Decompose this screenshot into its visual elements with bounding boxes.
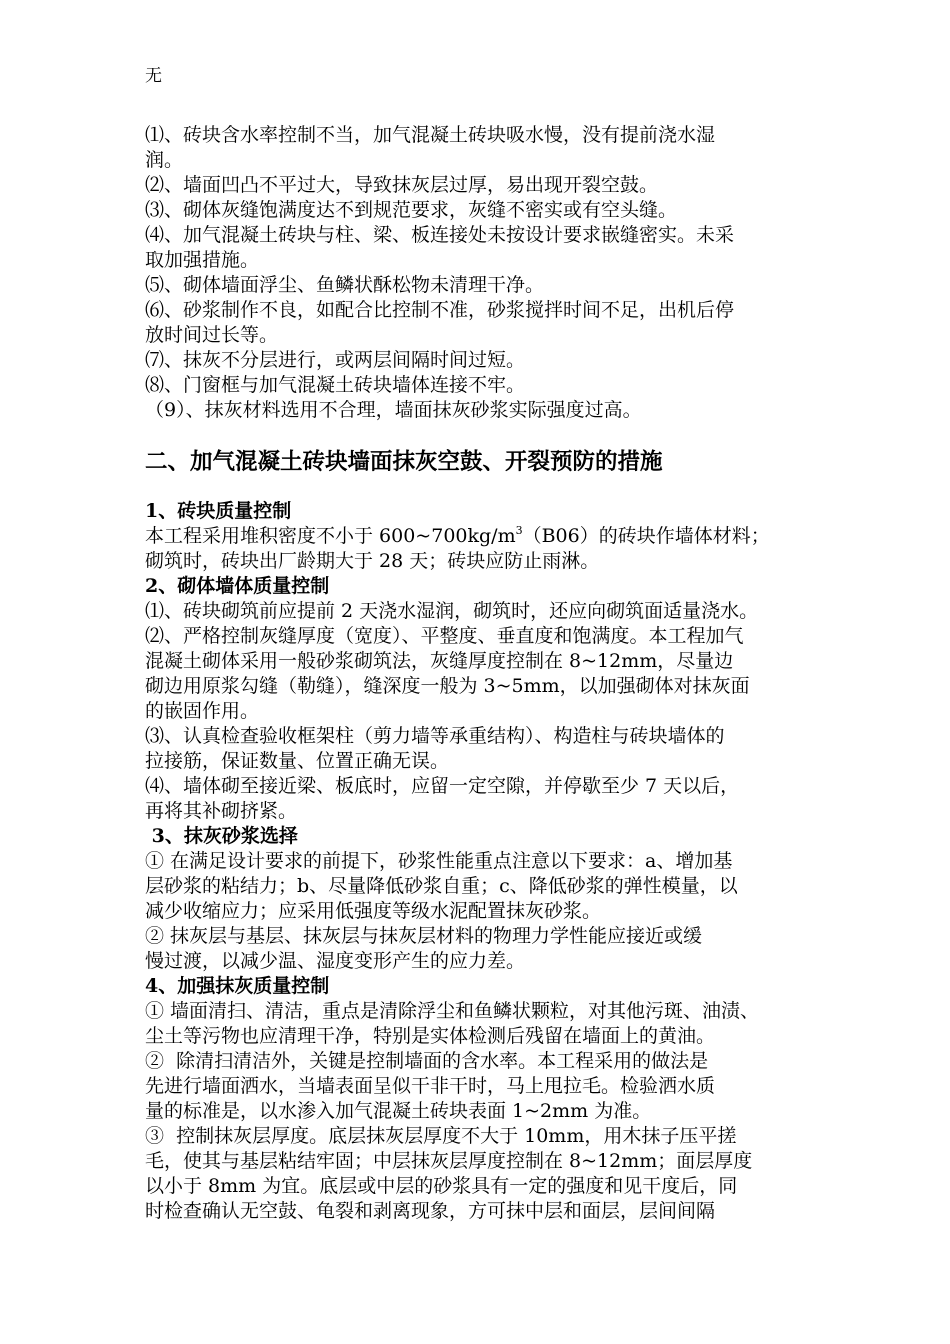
text-line: 毛，使其与基层粘结牢固；中层抹灰层厚度控制在 8~12mm；面层厚度: [145, 1150, 753, 1172]
text-line: ① 墙面清扫、清洁，重点是清除浮尘和鱼鳞状颗粒，对其他污斑、油渍、: [145, 1000, 760, 1022]
superscript: 3: [515, 524, 523, 537]
list-item: [145, 1049, 817, 1124]
text-line: 以小于 8mm 为宜。底层或中层的砂浆具有一定的强度和见干度后，同: [145, 1175, 738, 1197]
text-line: 拉接筋，保证数量、位置正确无误。: [145, 750, 450, 772]
text-line: 减少收缩应力；应采用低强度等级水泥配置抹灰砂浆。: [145, 900, 602, 922]
text-line: ⑵、墙面凹凸不平过大，导致抹灰层过厚，易出现开裂空鼓。: [145, 174, 659, 196]
subsection-heading: 4、加强抹灰质量控制: [145, 975, 330, 997]
cause-item: [145, 298, 817, 348]
text-line: ⑷、墙体砌至接近梁、板底时，应留一定空隙，并停歇至少 7 天以后，: [145, 775, 740, 797]
list-item: [145, 774, 817, 824]
text-line: ⑴、砖块含水率控制不当，加气混凝土砖块吸水慢，没有提前浇水湿: [145, 124, 716, 146]
cause-item: [145, 373, 817, 398]
subsection-heading: 3、抹灰砂浆选择: [145, 825, 298, 847]
cause-item: [145, 398, 817, 423]
document-body: [145, 123, 817, 1224]
text-line: ⑸、砌体墙面浮尘、鱼鳞状酥松物未清理干净。: [145, 274, 545, 296]
text-line: 润。: [145, 149, 184, 171]
text-fragment: （B06）的砖块作墙体材料；: [522, 525, 770, 547]
cause-item: [145, 348, 817, 373]
causes-list: [145, 123, 817, 423]
subsection-heading: 1、砖块质量控制: [145, 500, 292, 522]
text-line: ⑴、砖块砌筑前应提前 2 天浇水湿润，砌筑时，还应向砌筑面适量浇水。: [145, 600, 759, 622]
list-item: [145, 624, 817, 724]
cause-item: [145, 173, 817, 198]
text-line: ② 抹灰层与基层、抹灰层与抹灰层材料的物理力学性能应接近或缓: [145, 925, 703, 947]
text-line: 放时间过长等。: [145, 324, 279, 346]
text-line: 的嵌固作用。: [145, 700, 260, 722]
paragraph: [145, 524, 817, 574]
text-line: ③ 控制抹灰层厚度。底层抹灰层厚度不大于 10mm，用木抹子压平搓: [145, 1125, 737, 1147]
list-item: [145, 724, 817, 774]
text-line: 取加强措施。: [145, 249, 260, 271]
text-line: （9）、抹灰材料选用不合理，墙面抹灰砂浆实际强度过高。: [145, 399, 642, 421]
text-line: 层砂浆的粘结力；b、尽量降低砂浆自重；c、降低砂浆的弹性模量，以: [145, 875, 738, 897]
text-line: 砌筑时，砖块出厂龄期大于 28 天；砖块应防止雨淋。: [145, 550, 600, 572]
text-fragment: 本工程采用堆积密度不小于 600~700kg/m: [145, 525, 516, 547]
cause-item: [145, 223, 817, 273]
list-item: [145, 599, 817, 624]
text-line: ⑶、砌体灰缝饱满度达不到规范要求，灰缝不密实或有空头缝。: [145, 199, 678, 221]
text-line: 尘土等污物也应清理干净，特别是实体检测后残留在墙面上的黄油。: [145, 1025, 716, 1047]
text-line: [145, 524, 817, 549]
text-line: 慢过渡，以减少温、湿度变形产生的应力差。: [145, 950, 526, 972]
list-item: [145, 1124, 817, 1224]
text-line: 砌边用原浆勾缝（勒缝），缝深度一般为 3~5mm，以加强砌体对抹灰面: [145, 675, 750, 697]
cause-item: [145, 123, 817, 173]
cause-item: [145, 198, 817, 223]
list-item: [145, 849, 817, 924]
text-line: 时检查确认无空鼓、龟裂和剥离现象，方可抹中层和面层，层间间隔: [145, 1200, 716, 1222]
section-heading: 二、加气混凝土砖块墙面抹灰空鼓、开裂预防的措施: [145, 449, 663, 475]
cause-item: [145, 273, 817, 298]
text-line: ⑷、加气混凝土砖块与柱、梁、板连接处未按设计要求嵌缝密实。未采: [145, 224, 735, 246]
page-header: 无: [145, 66, 162, 86]
text-line: 量的标准是，以水渗入加气混凝土砖块表面 1~2mm 为准。: [145, 1100, 652, 1122]
text-line: ⑹、砂浆制作不良，如配合比控制不准，砂浆搅拌时间不足，出机后停: [145, 299, 735, 321]
text-line: ② 除清扫清洁外，关键是控制墙面的含水率。本工程采用的做法是: [145, 1050, 709, 1072]
text-line: ⑶、认真检查验收框架柱（剪力墙等承重结构）、构造柱与砖块墙体的: [145, 725, 725, 747]
text-line: 先进行墙面洒水，当墙表面呈似干非干时，马上甩拉毛。检验洒水质: [145, 1075, 716, 1097]
text-line: 混凝土砌体采用一般砂浆砌筑法，灰缝厚度控制在 8~12mm，尽量边: [145, 650, 734, 672]
list-item: [145, 924, 817, 974]
text-line: ⑺、抹灰不分层进行，或两层间隔时间过短。: [145, 349, 526, 371]
text-line: ⑵、严格控制灰缝厚度（宽度）、平整度、垂直度和饱满度。本工程加气: [145, 625, 744, 647]
text-line: 再将其补砌挤紧。: [145, 800, 298, 822]
text-line: ① 在满足设计要求的前提下，砂浆性能重点注意以下要求：a、增加基: [145, 850, 733, 872]
text-line: ⑻、门窗框与加气混凝土砖块墙体连接不牢。: [145, 374, 526, 396]
list-item: [145, 999, 817, 1049]
subsection-heading: 2、砌体墙体质量控制: [145, 575, 330, 597]
